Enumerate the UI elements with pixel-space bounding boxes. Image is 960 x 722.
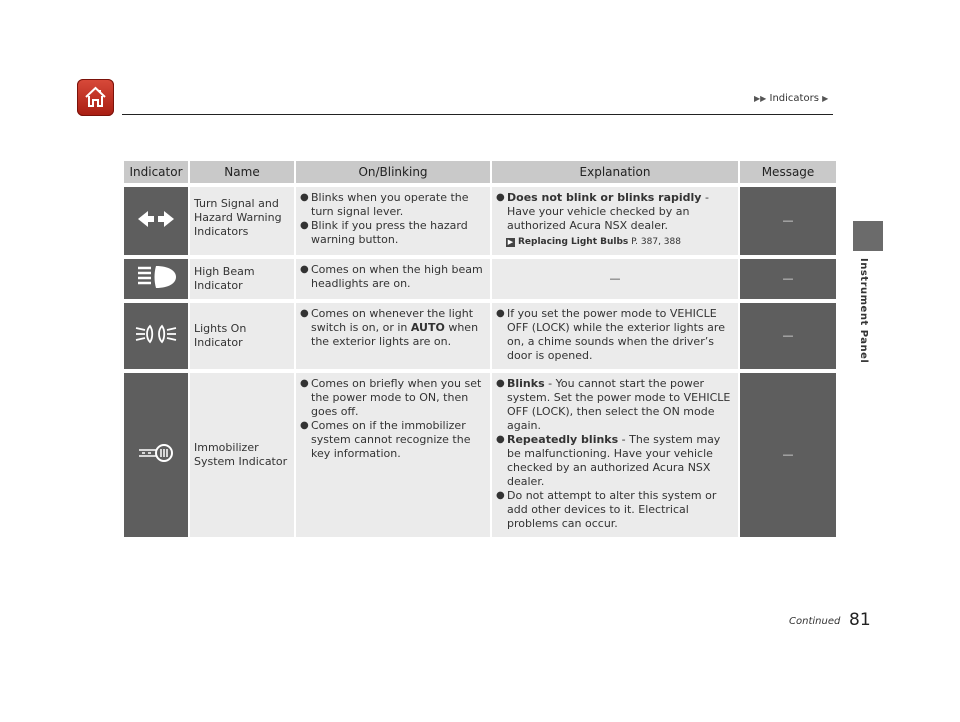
header-indicator: Indicator: [124, 161, 188, 183]
reference-title: Replacing Light Bulbs: [518, 237, 629, 247]
lights-on-icon: [134, 323, 178, 345]
exp-text: - Have your vehicle checked by an authorized Acura NSX dealer.: [507, 191, 709, 232]
table-row: [124, 303, 836, 369]
breadcrumb[interactable]: [754, 93, 828, 104]
page-reference-link[interactable]: [506, 235, 734, 249]
table-row: [124, 373, 836, 537]
on-text: Blink if you press the hazard warning button.: [311, 219, 468, 246]
on-text: Comes on if the immobilizer system cannot recognize the key information.: [311, 419, 471, 460]
exp-bold: Does not blink or blinks rapidly: [507, 191, 702, 204]
home-icon: [83, 85, 108, 110]
header-message: Message: [740, 161, 836, 183]
indicator-cell: [124, 303, 188, 369]
header-name: Name: [190, 161, 294, 183]
table-row: [124, 187, 836, 255]
on-text-tail: when the exterior lights are on.: [311, 321, 479, 348]
indicator-name: High Beam Indicator: [190, 259, 294, 299]
on-blinking-cell: [296, 373, 490, 537]
indicator-cell: [124, 259, 188, 299]
immobilizer-key-icon: [136, 441, 176, 465]
list-item: ● Does not blink or blinks rapidly - Have your vehicle checked by an authorized Acura NSX dealer.: [496, 191, 709, 232]
page-number: 81: [849, 610, 871, 630]
on-blinking-cell: [296, 187, 490, 255]
turn-signal-arrows-icon: [136, 209, 176, 229]
explanation-cell: [492, 187, 738, 255]
list-item: ● Comes on whenever the light switch is on, or in AUTO when the exterior lights are on.: [300, 307, 479, 348]
indicator-name: Immobilizer System Indicator: [190, 373, 294, 537]
breadcrumb-tail: ▶: [822, 94, 829, 103]
home-button[interactable]: [77, 79, 114, 116]
on-text: Comes on whenever the light switch is on, or in: [311, 307, 474, 334]
reference-pages: P. 387, 388: [628, 237, 681, 247]
list-item: ● Comes on when the high beam headlights are on.: [300, 263, 486, 291]
header-explanation: Explanation: [492, 161, 738, 183]
message-cell: —: [740, 259, 836, 299]
auto-label: AUTO: [410, 321, 445, 334]
explanation-cell: —: [492, 259, 738, 299]
table-row: [124, 259, 836, 299]
list-item: ● Repeatedly blinks - The system may be malfunctioning. Have your vehicle checked by an authorized Acura NSX dealer.: [496, 433, 721, 488]
list-item: ● Comes on if the immobilizer system cannot recognize the key information.: [300, 419, 486, 461]
on-blinking-cell: [296, 303, 490, 369]
explanation-cell: [492, 373, 738, 537]
header-on-blinking: On/Blinking: [296, 161, 490, 183]
exp-text: - The system may be malfunctioning. Have your vehicle checked by an authorized Acura NSX dealer.: [507, 433, 721, 488]
table-header-row: [124, 161, 836, 183]
on-text: Comes on when the high beam headlights are on.: [311, 263, 483, 290]
reference-arrow-icon: ▶: [507, 238, 514, 246]
exp-text: Do not attempt to alter this system or add other devices to it. Electrical problems can occur.: [507, 489, 717, 530]
section-tab[interactable]: [853, 221, 883, 251]
on-text: Blinks when you operate the turn signal lever.: [311, 191, 469, 218]
list-item: ● Blinks when you operate the turn signal lever.: [300, 191, 486, 219]
list-item: ● Comes on briefly when you set the power mode to ON, then goes off.: [300, 377, 486, 419]
message-cell: —: [740, 187, 836, 255]
exp-text: If you set the power mode to VEHICLE OFF (LOCK) while the exterior lights are on, a chime sounds when the driver’s door is opened.: [507, 307, 725, 362]
explanation-cell: [492, 303, 738, 369]
on-text: Comes on briefly when you set the power mode to ON, then goes off.: [311, 377, 482, 418]
list-item: ● Blink if you press the hazard warning button.: [300, 219, 486, 247]
high-beam-icon: [134, 265, 178, 289]
on-blinking-cell: [296, 259, 490, 299]
exp-bold: Repeatedly blinks: [507, 433, 619, 446]
indicator-table: [122, 157, 838, 541]
indicator-name: Lights On Indicator: [190, 303, 294, 369]
message-cell: —: [740, 303, 836, 369]
list-item: ● Do not attempt to alter this system or add other devices to it. Electrical problems can occur.: [496, 489, 734, 531]
breadcrumb-arrows: ▶▶: [754, 94, 767, 103]
list-item: ● Blinks - You cannot start the power system. Set the power mode to VEHICLE OFF (LOCK), then select the ON mode again.: [496, 377, 731, 432]
header-rule: [122, 114, 833, 115]
breadcrumb-label[interactable]: Indicators: [769, 93, 819, 104]
indicator-cell: [124, 373, 188, 537]
section-label: Instrument Panel: [858, 258, 869, 364]
list-item: ● If you set the power mode to VEHICLE OFF (LOCK) while the exterior lights are on, a chime sounds when the driver’s door is opened.: [496, 307, 734, 363]
message-cell: —: [740, 373, 836, 537]
continued-label: Continued: [789, 616, 841, 627]
indicator-name: Turn Signal and Hazard Warning Indicators: [190, 187, 294, 255]
exp-bold: Blinks: [507, 377, 545, 390]
indicator-cell: [124, 187, 188, 255]
exp-text: - You cannot start the power system. Set the power mode to VEHICLE OFF (LOCK), then select the ON mode again.: [507, 377, 731, 432]
